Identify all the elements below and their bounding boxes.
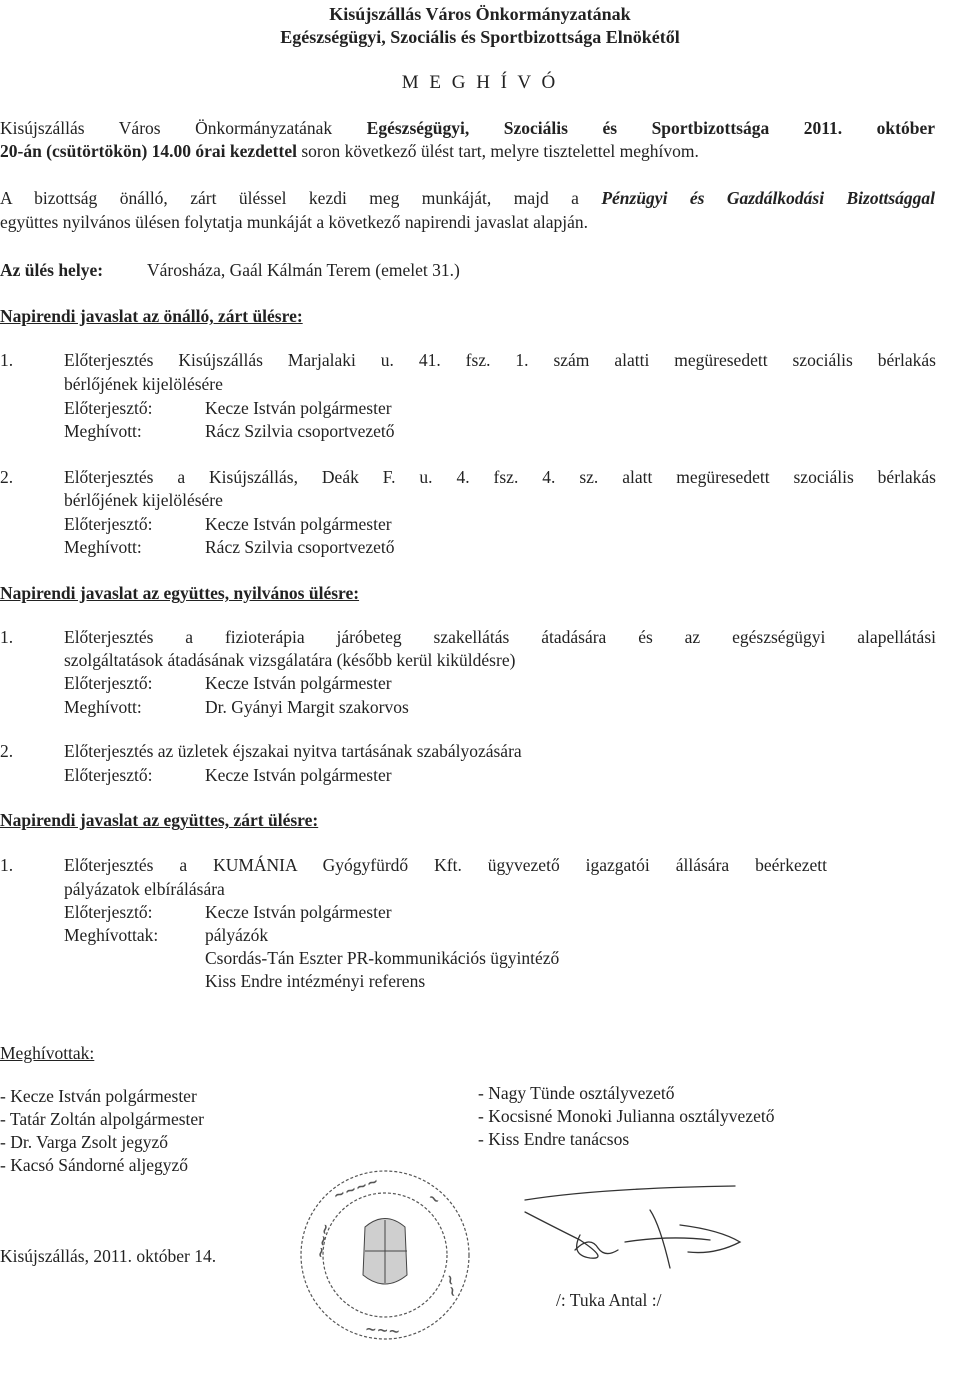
item-number: 2. (0, 741, 14, 761)
invited-name: Dr. Gyányi Margit szakorvos (205, 697, 409, 717)
item-title-line-2: bérlőjének kijelölésére (64, 490, 223, 510)
invited-label: Meghívott: (64, 697, 142, 717)
invited-name: Csordás-Tán Eszter PR-kommunikációs ügyintéző (205, 948, 560, 968)
header-line-2: Egészségügyi, Szociális és Sportbizottsága Elnökétől (280, 27, 680, 47)
place-date: Kisújszállás, 2011. október 14. (0, 1246, 217, 1266)
header-line-1: Kisújszállás Város Önkormányzatának (329, 4, 631, 24)
item-number: 2. (0, 467, 14, 487)
item-title-line-2: pályázatok elbírálására (64, 879, 225, 899)
invited-name: pályázók (205, 925, 269, 945)
para2-line-1: A bizottság önálló, zárt üléssel kezdi meg munkáját, majd a Pénzügyi és Gazdálkodási Bizottsággal (0, 188, 935, 208)
item-number: 1. (0, 855, 14, 875)
invited-name: Rácz Szilvia csoportvezető (205, 537, 395, 557)
item-title-line-1: Előterjesztés Kisújszállás Marjalaki u. 41. fsz. 1. szám alatti megüresedett szociális bérlakás (64, 350, 936, 370)
signature (520, 1180, 760, 1280)
svg-text:~~~~: ~~~~ (331, 1173, 381, 1205)
item-title-line-2: bérlőjének kijelölésére (64, 374, 223, 394)
signatory-name: /: Tuka Antal :/ (556, 1290, 662, 1310)
invitees-heading: Meghívottak: (0, 1043, 95, 1063)
section-heading: Napirendi javaslat az önálló, zárt ülésre: (0, 306, 303, 326)
item-number: 1. (0, 350, 14, 370)
svg-text:~~: ~~ (441, 1272, 461, 1299)
invitee-right: - Nagy Tünde osztályvezető (478, 1083, 675, 1103)
presenter-label: Előterjesztő: (64, 514, 153, 534)
section-heading: Napirendi javaslat az együttes, zárt ülésre: (0, 810, 319, 830)
presenter-name: Kecze István polgármester (205, 673, 392, 693)
presenter-label: Előterjesztő: (64, 902, 153, 922)
invited-name: Rácz Szilvia csoportvezető (205, 421, 395, 441)
invited-label: Meghívott: (64, 537, 142, 557)
invitee-right: - Kocsisné Monoki Julianna osztályvezető (478, 1106, 775, 1126)
item-title-line-1: Előterjesztés az üzletek éjszakai nyitva tartásának szabályozására (64, 741, 522, 761)
presenter-label: Előterjesztő: (64, 673, 153, 693)
presenter-label: Előterjesztő: (64, 398, 153, 418)
para2-line-2: együttes nyilvános ülésen folytatja munkáját a következő napirendi javaslat alapján. (0, 212, 589, 232)
venue-value: Városháza, Gaál Kálmán Terem (emelet 31.) (147, 260, 460, 280)
svg-text:~~~: ~~~ (312, 1222, 335, 1260)
item-title-line-1: Előterjesztés a fizioterápia járóbeteg szakellátás átadására és az egészségügyi alapellátási (64, 627, 936, 647)
invitee-left: - Tatár Zoltán alpolgármester (0, 1109, 204, 1129)
presenter-label: Előterjesztő: (64, 765, 153, 785)
official-stamp (295, 1165, 475, 1345)
invited-name: Kiss Endre intézményi referens (205, 971, 426, 991)
intro-line-2: 20-án (csütörtökön) 14.00 órai kezdettel soron következő ülést tart, melyre tisztelettel meghívom. (0, 141, 699, 161)
invited-label: Meghívottak: (64, 925, 159, 945)
venue-label: Az ülés helye: (0, 260, 104, 280)
item-title-line-1: Előterjesztés a Kisújszállás, Deák F. u. 4. fsz. 4. sz. alatt megüresedett szociális bérlakás (64, 467, 936, 487)
item-number: 1. (0, 627, 14, 647)
invited-label: Meghívott: (64, 421, 142, 441)
intro-line-1: Kisújszállás Város Önkormányzatának Egészségügyi, Szociális és Sportbizottsága 2011. október (0, 118, 935, 138)
presenter-name: Kecze István polgármester (205, 765, 392, 785)
item-title-line-1: Előterjesztés a KUMÁNIA Gyógyfürdő Kft. ügyvezető igazgatói állására beérkezett (64, 855, 827, 875)
invitee-right: - Kiss Endre tanácsos (478, 1129, 630, 1149)
item-title-line-2: szolgáltatások átadásának vizsgálatára (később kerül kiküldésre) (64, 650, 516, 670)
presenter-name: Kecze István polgármester (205, 398, 392, 418)
document-title: M E G H Í V Ó (401, 72, 559, 93)
presenter-name: Kecze István polgármester (205, 514, 392, 534)
presenter-name: Kecze István polgármester (205, 902, 392, 922)
invitee-left: - Kacsó Sándorné aljegyző (0, 1155, 189, 1175)
invitee-left: - Kecze István polgármester (0, 1086, 197, 1106)
invitee-left: - Dr. Varga Zsolt jegyző (0, 1132, 169, 1152)
svg-text:~: ~ (424, 1189, 444, 1210)
svg-text:~~~: ~~~ (364, 1321, 401, 1341)
section-heading: Napirendi javaslat az együttes, nyilvános ülésre: (0, 583, 360, 603)
